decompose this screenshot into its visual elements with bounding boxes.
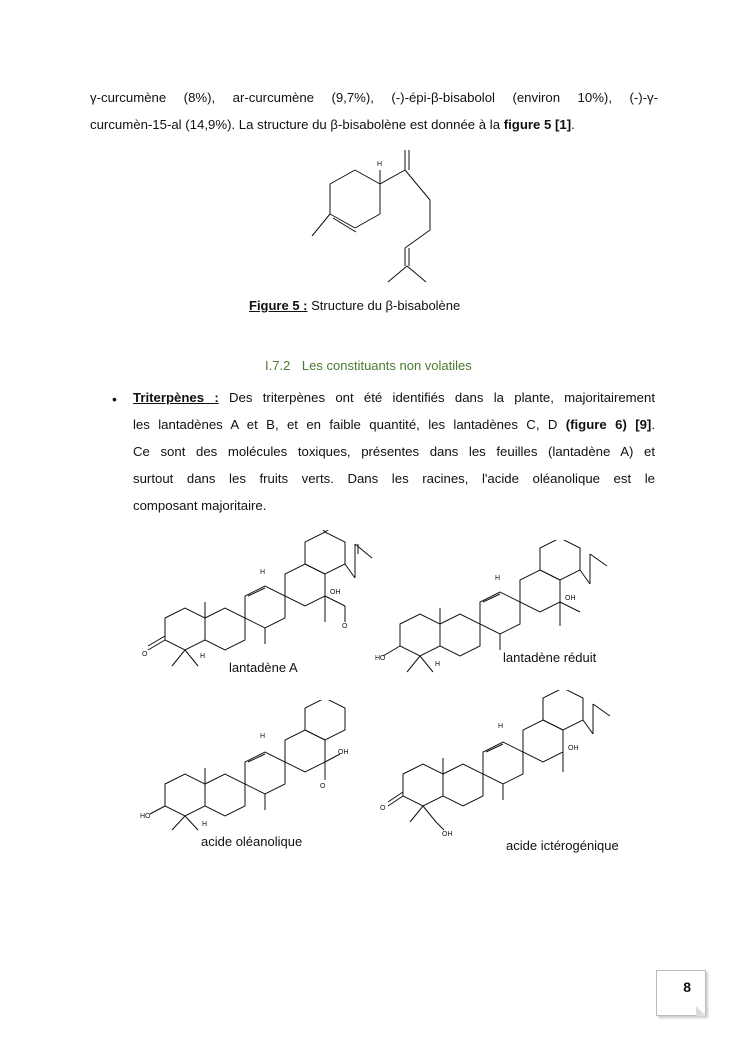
acide-oleanolique-structure (140, 700, 360, 840)
page-number: 8 (683, 979, 691, 995)
lantadene-a-structure (140, 530, 380, 680)
svg-text:O: O (320, 783, 326, 790)
svg-text:H: H (202, 821, 208, 828)
section-title: Les constituants non volatiles (301, 358, 472, 373)
bullet-line-5: composant majoritaire. (133, 498, 267, 513)
page-fold (696, 1006, 706, 1016)
figure-6-ref: (figure 6) [9] (565, 417, 652, 432)
bullet-term: Triterpènes : (133, 390, 219, 405)
svg-text:OH: OH (442, 831, 453, 838)
svg-text:OH: OH (338, 749, 349, 756)
acide-icterogenique-structure (378, 690, 618, 840)
svg-text:HO: HO (140, 813, 151, 820)
svg-text:OH: OH (330, 589, 341, 596)
svg-text:O: O (380, 805, 386, 812)
label-lantadene-reduit: lantadène réduit (503, 650, 597, 665)
svg-text:H: H (260, 733, 266, 740)
intro-line-2: curcumèn-15-al (14,9%). La structure du β-bisabolène est donnée à la figure 5 [1]. (90, 117, 575, 132)
bisabolene-structure (300, 148, 450, 288)
label-acide-icterogenique: acide ictérogénique (506, 838, 619, 853)
svg-text:H: H (435, 661, 441, 668)
svg-text:O: O (142, 651, 148, 658)
svg-text:OH: OH (568, 745, 579, 752)
svg-text:HO: HO (375, 655, 386, 662)
bullet-line-4: surtout dans les fruits verts. Dans les racines, l'acide oléanolique est le (133, 471, 655, 486)
intro-paragraph (90, 84, 658, 138)
section-heading (265, 358, 480, 373)
section-number: I.7.2 (265, 358, 291, 373)
figure-5-text: Structure du β-bisabolène (307, 298, 461, 313)
label-lantadene-a: lantadène A (229, 660, 298, 675)
figure-5-label: Figure 5 : (249, 298, 308, 313)
label-acide-oleanolique: acide oléanolique (201, 834, 303, 849)
figure-ref: figure 5 [1] (503, 117, 572, 132)
h-atom-label: H (377, 161, 383, 168)
bullet-line-3: Ce sont des molécules toxiques, présentes dans les feuilles (lantadène A) et (133, 444, 655, 459)
svg-text:H: H (495, 575, 501, 582)
bullet-point: • (112, 391, 117, 407)
triterpenes-paragraph (133, 384, 655, 519)
page-number-box (656, 970, 706, 1016)
svg-text:H: H (260, 569, 266, 576)
svg-text:O: O (342, 623, 348, 630)
figure-5-caption (249, 298, 460, 313)
bullet-line-1: Triterpènes : Des triterpènes ont été identifiés dans la plante, majoritairement (133, 390, 655, 405)
svg-text:H: H (200, 653, 206, 660)
bullet-line-2: les lantadènes A et B, et en faible quantité, les lantadènes C, D (figure 6) [9]. (133, 417, 655, 432)
svg-text:H: H (498, 723, 504, 730)
intro-line-1: γ-curcumène (8%), ar-curcumène (9,7%), (-)-épi-β-bisabolol (environ 10%), (-)-γ- (90, 90, 658, 105)
svg-text:OH: OH (565, 595, 576, 602)
